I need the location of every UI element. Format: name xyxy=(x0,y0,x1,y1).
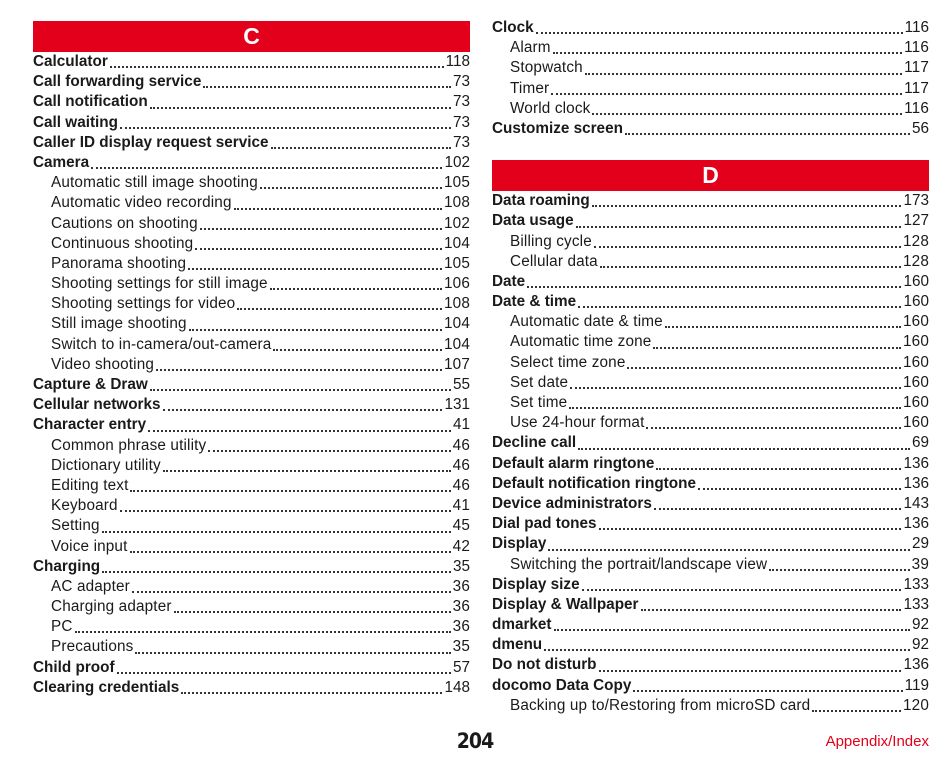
index-term: Charging xyxy=(33,557,101,575)
dot-leader xyxy=(135,652,450,654)
dot-leader xyxy=(208,450,450,452)
index-page-number: 173 xyxy=(903,192,929,210)
index-term: Panorama shooting xyxy=(51,254,187,272)
index-page-number: 119 xyxy=(904,676,929,694)
index-page-number: 36 xyxy=(452,618,470,636)
index-page-number: 116 xyxy=(904,19,929,36)
index-page-number: 104 xyxy=(444,234,470,252)
index-entry xyxy=(492,272,929,292)
index-entry xyxy=(33,557,470,577)
dot-leader xyxy=(234,208,442,210)
index-term: Automatic video recording xyxy=(51,194,232,212)
index-term: Dial pad tones xyxy=(492,515,597,533)
index-page-number: 35 xyxy=(452,557,470,575)
index-entry xyxy=(492,191,929,211)
index-term: Display & Wallpaper xyxy=(492,595,639,613)
index-page-number: 35 xyxy=(452,638,470,656)
index-subentry xyxy=(33,537,470,557)
index-page-number: 36 xyxy=(452,598,470,616)
index-page-number: 131 xyxy=(444,396,470,414)
index-term: Precautions xyxy=(51,638,134,656)
index-term: Display xyxy=(492,535,547,553)
index-term: Capture & Draw xyxy=(33,376,148,393)
dot-leader xyxy=(188,268,442,270)
index-page-number: 160 xyxy=(903,373,929,391)
index-term: Default notification ringtone xyxy=(492,474,696,492)
index-entry xyxy=(492,211,929,231)
page-number: 204 xyxy=(456,729,494,753)
index-term: Call waiting xyxy=(33,113,118,131)
dot-leader xyxy=(260,187,442,189)
dot-leader xyxy=(582,589,902,591)
index-term: Use 24-hour format xyxy=(510,414,645,432)
index-page-number: 104 xyxy=(444,335,470,353)
index-term: docomo Data Copy xyxy=(492,676,632,694)
index-term: Select time zone xyxy=(510,353,626,371)
index-entry xyxy=(492,676,929,696)
index-entry xyxy=(492,119,929,139)
dot-leader xyxy=(237,308,442,310)
index-entry xyxy=(33,72,470,92)
dot-leader xyxy=(174,611,451,613)
index-entry xyxy=(33,678,470,698)
index-page-number: 108 xyxy=(444,194,470,212)
dot-leader xyxy=(576,226,902,228)
index-entry xyxy=(492,292,929,312)
index-term: Data usage xyxy=(492,212,574,230)
index-list-c xyxy=(33,52,470,698)
index-term: Charging adapter xyxy=(51,598,172,616)
index-page-number: 73 xyxy=(452,93,470,111)
index-subentry xyxy=(492,373,929,393)
dot-leader xyxy=(585,73,902,75)
dot-leader xyxy=(102,571,451,573)
dot-leader xyxy=(600,266,901,268)
index-term: Camera xyxy=(33,153,90,171)
index-term: Do not disturb xyxy=(492,656,597,674)
index-page-number: 105 xyxy=(444,174,470,192)
index-page-number: 105 xyxy=(444,254,470,272)
index-term: Device administrators xyxy=(492,494,652,512)
index-term: Caller ID display request service xyxy=(33,133,269,151)
index-page-number: 136 xyxy=(903,474,929,492)
index-subentry xyxy=(492,413,929,433)
index-term: Set time xyxy=(510,394,568,411)
index-term: Set date xyxy=(510,373,569,391)
index-page-number: 41 xyxy=(452,497,470,515)
dot-leader xyxy=(646,427,901,429)
index-term: Child proof xyxy=(33,658,115,676)
index-term: Switching the portrait/landscape view xyxy=(510,555,768,573)
index-column-right xyxy=(492,18,929,716)
index-subentry xyxy=(33,254,470,274)
index-subentry xyxy=(492,696,929,716)
index-entry xyxy=(492,494,929,514)
index-page-number: 29 xyxy=(911,535,929,553)
dot-leader xyxy=(594,246,901,248)
index-entry xyxy=(33,113,470,133)
index-page-number: 117 xyxy=(904,59,929,77)
dot-leader xyxy=(163,409,443,411)
index-term: Backing up to/Restoring from microSD card xyxy=(510,696,811,714)
index-page-number: 39 xyxy=(911,555,929,573)
index-subentry xyxy=(33,637,470,657)
index-page-number: 128 xyxy=(903,232,929,250)
index-page-number: 136 xyxy=(903,656,929,674)
index-subentry xyxy=(33,294,470,314)
index-term: Timer xyxy=(510,79,550,97)
index-page-number: 120 xyxy=(903,696,929,714)
index-page-number: 46 xyxy=(452,436,470,454)
index-term: Billing cycle xyxy=(510,232,592,250)
index-term: Voice input xyxy=(51,537,128,555)
dot-leader xyxy=(120,127,451,129)
dot-leader xyxy=(641,609,902,611)
index-term: Call forwarding service xyxy=(33,73,202,91)
index-entry xyxy=(492,635,929,655)
index-page-number: 102 xyxy=(444,153,470,171)
dot-leader xyxy=(189,329,442,331)
index-term: World clock xyxy=(510,99,591,117)
index-term: Cellular networks xyxy=(33,396,161,414)
index-term: Automatic still image shooting xyxy=(51,174,258,192)
index-term: Display size xyxy=(492,575,580,593)
section-header-d: D xyxy=(492,160,929,191)
index-subentry xyxy=(492,252,929,272)
dot-leader xyxy=(181,692,442,694)
index-subentry xyxy=(492,79,929,99)
dot-leader xyxy=(200,228,442,230)
index-page-number: 45 xyxy=(452,517,470,535)
index-subentry xyxy=(33,355,470,375)
dot-leader xyxy=(625,133,910,135)
dot-leader xyxy=(665,326,901,328)
index-term: Dictionary utility xyxy=(51,456,161,474)
index-subentry xyxy=(33,234,470,254)
index-term: Clock xyxy=(492,19,534,36)
index-page-number: 116 xyxy=(904,39,929,57)
index-page-number: 73 xyxy=(452,133,470,151)
index-entry xyxy=(492,18,929,38)
dot-leader xyxy=(156,369,442,371)
index-column-left xyxy=(33,18,470,698)
dot-leader xyxy=(570,387,901,389)
index-page-number: 118 xyxy=(445,53,470,70)
footer-section-label: Appendix/Index xyxy=(825,733,929,750)
dot-leader xyxy=(654,508,902,510)
index-page-number: 42 xyxy=(452,537,470,555)
index-entry xyxy=(492,534,929,554)
index-term: Data roaming xyxy=(492,192,590,210)
dot-leader xyxy=(132,591,451,593)
index-page-number: 92 xyxy=(911,616,929,634)
index-subentry xyxy=(33,335,470,355)
index-term: Common phrase utility xyxy=(51,436,207,454)
index-page-number: 69 xyxy=(911,434,929,452)
index-entry xyxy=(33,658,470,678)
dot-leader xyxy=(110,66,444,68)
index-page-number: 148 xyxy=(444,678,470,696)
index-entry xyxy=(33,92,470,112)
index-list-c-continued xyxy=(492,18,929,139)
dot-leader xyxy=(633,690,902,692)
dot-leader xyxy=(592,113,902,115)
dot-leader xyxy=(148,430,451,432)
index-term: Date & time xyxy=(492,293,577,311)
index-term: Call notification xyxy=(33,93,148,111)
index-page-number: 160 xyxy=(903,414,929,432)
dot-leader xyxy=(163,470,451,472)
index-page-number: 107 xyxy=(444,355,470,373)
index-term: Still image shooting xyxy=(51,315,187,333)
index-page-number: 56 xyxy=(911,119,929,137)
index-subentry xyxy=(33,577,470,597)
dot-leader xyxy=(120,510,451,512)
index-page-number: 160 xyxy=(903,394,929,411)
index-term: Clearing credentials xyxy=(33,678,180,696)
index-subentry xyxy=(33,274,470,294)
index-entry xyxy=(33,415,470,435)
index-entry xyxy=(492,433,929,453)
dot-leader xyxy=(102,531,451,533)
index-page-number: 41 xyxy=(452,416,470,434)
index-page-number: 106 xyxy=(444,275,470,293)
index-term: Stopwatch xyxy=(510,59,583,77)
dot-leader xyxy=(527,286,901,288)
index-page-number: 36 xyxy=(452,577,470,595)
dot-leader xyxy=(203,86,451,88)
dot-leader xyxy=(578,448,910,450)
index-term: Cautions on shooting xyxy=(51,214,198,232)
index-page-number: 73 xyxy=(452,113,470,131)
index-page-number: 108 xyxy=(444,295,470,313)
dot-leader xyxy=(769,569,909,571)
index-subentry xyxy=(33,597,470,617)
dot-leader xyxy=(130,551,451,553)
index-subentry xyxy=(492,312,929,332)
index-page-number: 133 xyxy=(903,575,929,593)
index-page-number: 160 xyxy=(903,293,929,311)
dot-leader xyxy=(656,468,901,470)
index-entry xyxy=(492,615,929,635)
dot-leader xyxy=(653,347,901,349)
dot-leader xyxy=(812,710,901,712)
dot-leader xyxy=(544,649,910,651)
index-entry xyxy=(492,454,929,474)
dot-leader xyxy=(271,147,451,149)
index-page-number: 160 xyxy=(903,313,929,331)
index-term: dmarket xyxy=(492,616,552,634)
dot-leader xyxy=(130,490,450,492)
index-term: Cellular data xyxy=(510,252,598,270)
index-term: Switch to in-camera/out-camera xyxy=(51,335,272,353)
section-gap xyxy=(492,139,929,157)
index-entry xyxy=(33,375,470,395)
index-term: PC xyxy=(51,618,73,636)
index-page-number: 55 xyxy=(452,376,470,393)
index-term: AC adapter xyxy=(51,577,130,595)
index-subentry xyxy=(33,193,470,213)
index-term: Keyboard xyxy=(51,497,118,515)
dot-leader xyxy=(150,389,451,391)
index-term: Default alarm ringtone xyxy=(492,454,655,472)
index-page-number: 136 xyxy=(903,454,929,472)
dot-leader xyxy=(569,407,901,409)
index-page-number: 46 xyxy=(452,456,470,474)
dot-leader xyxy=(75,631,451,633)
index-subentry xyxy=(33,314,470,334)
dot-leader xyxy=(536,32,903,34)
index-page-number: 133 xyxy=(903,595,929,613)
index-term: Automatic time zone xyxy=(510,333,652,351)
index-subentry xyxy=(33,617,470,637)
index-entry xyxy=(33,153,470,173)
index-page-number: 46 xyxy=(452,476,470,494)
index-page-number: 57 xyxy=(452,658,470,676)
index-term: Date xyxy=(492,272,526,290)
index-entry xyxy=(33,395,470,415)
dot-leader xyxy=(599,670,902,672)
dot-leader xyxy=(592,205,902,207)
index-subentry xyxy=(33,173,470,193)
index-subentry xyxy=(492,393,929,413)
dot-leader xyxy=(270,288,442,290)
index-entry xyxy=(492,575,929,595)
dot-leader xyxy=(150,107,451,109)
index-term: Video shooting xyxy=(51,355,155,373)
index-subentry xyxy=(33,456,470,476)
dot-leader xyxy=(117,672,451,674)
index-subentry xyxy=(492,99,929,119)
index-page-number: 160 xyxy=(903,333,929,351)
index-term: Setting xyxy=(51,517,100,535)
dot-leader xyxy=(548,549,910,551)
dot-leader xyxy=(578,306,901,308)
index-term: dmenu xyxy=(492,636,543,654)
index-subentry xyxy=(33,476,470,496)
index-term: Shooting settings for video xyxy=(51,295,236,313)
index-term: Decline call xyxy=(492,434,577,452)
index-term: Calculator xyxy=(33,53,108,70)
index-list-d xyxy=(492,191,929,716)
index-subentry xyxy=(33,436,470,456)
dot-leader xyxy=(627,367,901,369)
dot-leader xyxy=(551,93,902,95)
index-subentry xyxy=(492,58,929,78)
index-entry xyxy=(492,514,929,534)
index-page-number: 128 xyxy=(903,252,929,270)
index-entry xyxy=(33,133,470,153)
index-term: Editing text xyxy=(51,476,129,494)
index-subentry xyxy=(492,353,929,373)
index-subentry xyxy=(492,38,929,58)
index-page-number: 104 xyxy=(444,315,470,333)
index-page-number: 136 xyxy=(903,515,929,533)
index-subentry xyxy=(492,332,929,352)
index-page-number: 127 xyxy=(903,212,929,230)
index-entry xyxy=(492,474,929,494)
index-term: Shooting settings for still image xyxy=(51,275,268,293)
index-subentry xyxy=(33,214,470,234)
index-page-number: 160 xyxy=(903,272,929,290)
index-subentry xyxy=(33,496,470,516)
index-page-number: 117 xyxy=(904,79,929,97)
section-header-c: C xyxy=(33,21,470,52)
index-subentry xyxy=(492,232,929,252)
index-page-number: 160 xyxy=(903,353,929,371)
dot-leader xyxy=(554,629,910,631)
index-page-number: 92 xyxy=(911,636,929,654)
index-subentry xyxy=(492,555,929,575)
index-page-number: 116 xyxy=(904,99,929,117)
index-entry xyxy=(33,52,470,72)
index-term: Alarm xyxy=(510,39,551,57)
dot-leader xyxy=(599,528,902,530)
index-page-number: 143 xyxy=(903,494,929,512)
index-term: Character entry xyxy=(33,416,147,434)
index-term: Continuous shooting xyxy=(51,234,194,252)
dot-leader xyxy=(273,349,442,351)
index-term: Automatic date & time xyxy=(510,313,663,331)
dot-leader xyxy=(91,167,442,169)
index-page-number: 102 xyxy=(444,214,470,232)
index-entry xyxy=(492,655,929,675)
dot-leader xyxy=(553,52,902,54)
index-page-number: 73 xyxy=(452,73,470,91)
index-subentry xyxy=(33,516,470,536)
index-term: Customize screen xyxy=(492,119,623,137)
index-entry xyxy=(492,595,929,615)
dot-leader xyxy=(195,248,442,250)
dot-leader xyxy=(698,488,902,490)
